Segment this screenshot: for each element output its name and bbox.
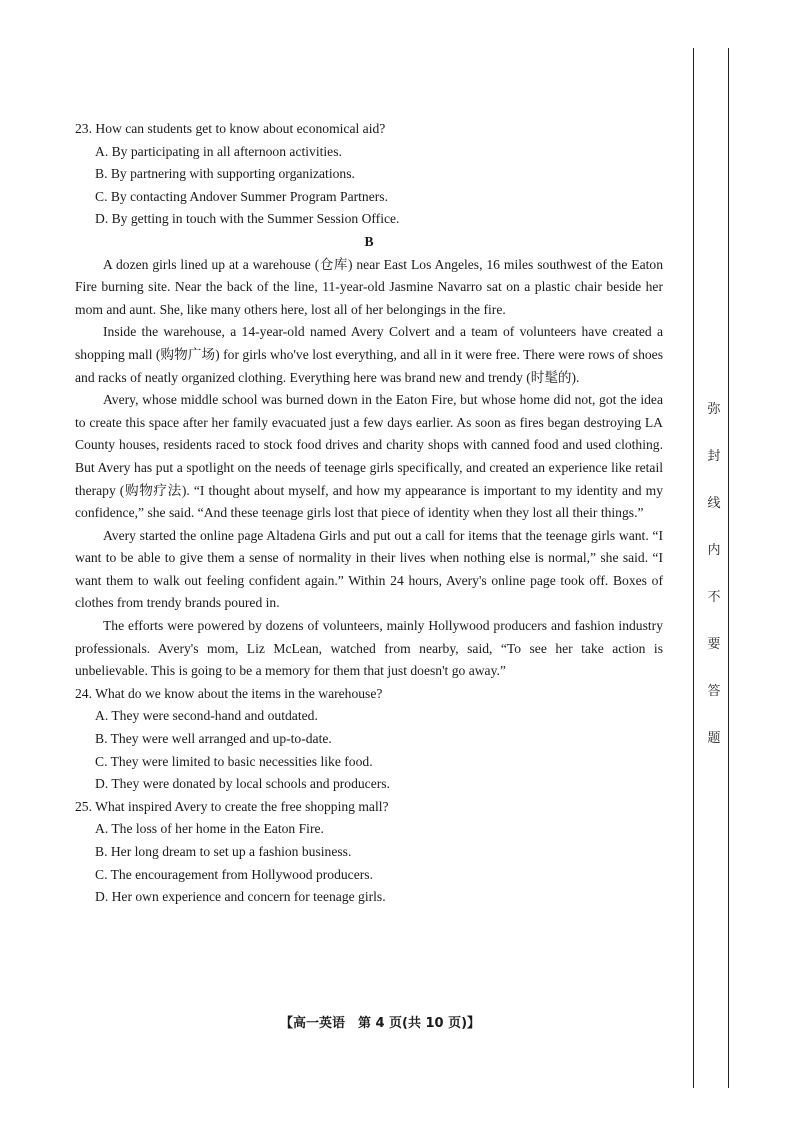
page-content	[75, 118, 663, 909]
option-c: C. By contacting Andover Summer Program Partners.	[95, 188, 388, 204]
paragraph: Avery, whose middle school was burned down in the Eaton Fire, but whose home did not, got the idea to create this space after her family evacuated just a few days earlier. As soon as fires began destroying LA County houses, residents raced to stock food drives and charity shops with canned food and used clothing. But Avery has put a spotlight on the needs of teenage girls specifically, and created an experience like retail therapy (购物疗法). “I thought about myself, and how my appearance is important to my identity and my confidence,” she said. “And these teenage girls lost that piece of identity when they lost all their things.”	[75, 392, 663, 521]
paragraph: Inside the warehouse, a 14-year-old named Avery Colvert and a team of volunteers have created a shopping mall (购物广场) for girls who've lost everything, and all in it were free. There were rows of shoes and racks of neatly organized clothing. Everything here was brand new and trendy (时髦的).	[75, 324, 663, 385]
question-25	[75, 796, 663, 909]
option-a: A. They were second-hand and outdated.	[95, 708, 318, 724]
binding-line-outer	[728, 48, 729, 1088]
binding-char: 要	[707, 637, 721, 652]
binding-char: 题	[707, 731, 721, 746]
binding-notice	[704, 398, 724, 774]
option-a: A. By participating in all afternoon activities.	[95, 143, 342, 159]
option-b: B. Her long dream to set up a fashion business.	[95, 844, 352, 859]
paragraph: The efforts were powered by dozens of volunteers, mainly Hollywood producers and fashion industry professionals. Avery's mom, Liz McLean, watched from nearby, said, “To see her take action is unbelievable. This is going to be a memory for them that just doesn't go away.”	[75, 618, 663, 679]
binding-line-inner	[693, 48, 694, 1088]
paragraph: A dozen girls lined up at a warehouse (仓库) near East Los Angeles, 16 miles southwest of the Eaton Fire burning site. Near the back of the line, 11-year-old Jasmine Navarro sat on a plastic chair beside her mom and aunt. She, like many others here, lost all of her belongings in the fire.	[75, 256, 663, 317]
binding-char: 内	[707, 543, 721, 558]
option-c: C. They were limited to basic necessities like food.	[95, 753, 373, 769]
binding-char: 答	[707, 684, 721, 699]
page-footer: 【高一英语 第 4 页(共 10 页)】	[279, 1016, 481, 1031]
question-text: 24. What do we know about the items in the warehouse?	[75, 685, 383, 701]
option-b: B. By partnering with supporting organizations.	[95, 166, 355, 182]
binding-char: 封	[707, 449, 721, 464]
passage-b	[75, 231, 663, 683]
binding-char: 线	[707, 496, 721, 511]
question-24	[75, 683, 663, 796]
binding-char: 不	[707, 590, 721, 605]
question-23	[75, 118, 663, 231]
question-text: 25. What inspired Avery to create the free shopping mall?	[75, 798, 389, 814]
option-c: C. The encouragement from Hollywood producers.	[95, 866, 373, 882]
option-d: D. By getting in touch with the Summer Session Office.	[95, 211, 400, 227]
paragraph: Avery started the online page Altadena Girls and put out a call for items that the teenage girls want. “I want to be able to give them a sense of normality in their lives when nothing else is normal,” she said. “I want them to walk out feeling confident again.” Within 24 hours, Avery's online page took off. Boxes of clothes from trendy brands poured in.	[75, 527, 663, 611]
binding-char: 弥	[707, 402, 721, 417]
option-b: B. They were well arranged and up-to-date.	[95, 731, 332, 747]
option-d: D. They were donated by local schools and producers.	[95, 776, 390, 792]
option-a: A. The loss of her home in the Eaton Fire.	[95, 821, 324, 837]
option-d: D. Her own experience and concern for teenage girls.	[95, 889, 386, 905]
section-title: B	[364, 233, 374, 249]
question-text: 23. How can students get to know about economical aid?	[75, 121, 386, 136]
